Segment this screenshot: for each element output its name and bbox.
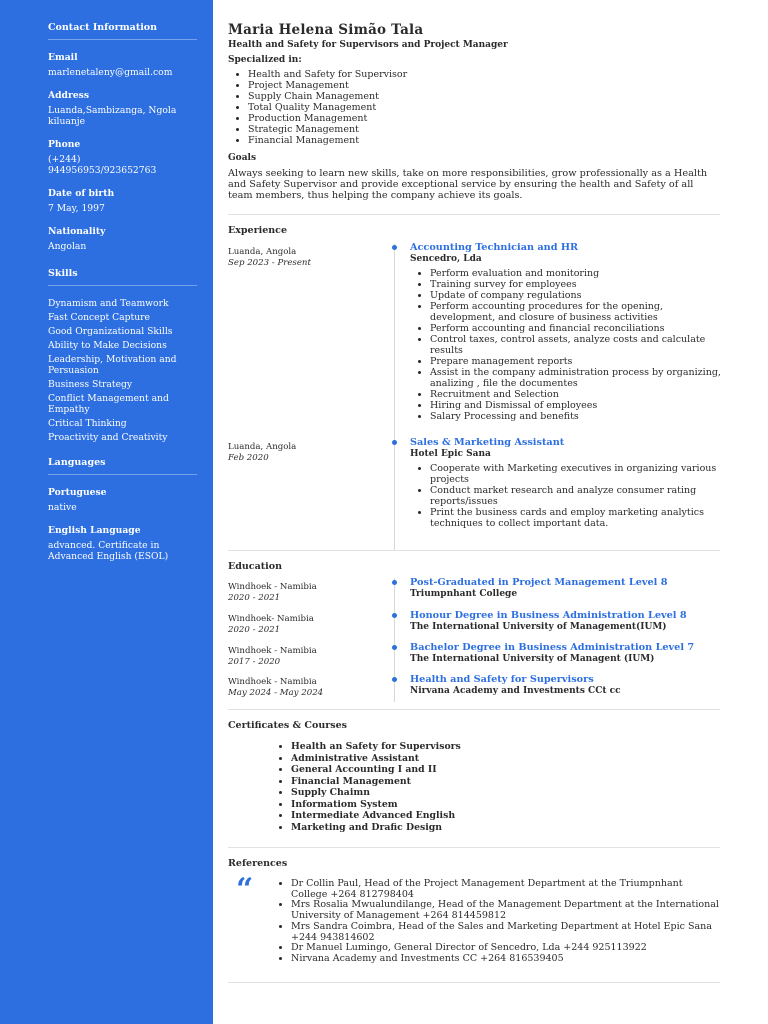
- education-entry: [410, 642, 722, 664]
- duty-item: • Print the business cards and employ marketing analytics techniques to collect important data.: [430, 507, 722, 529]
- divider: [228, 982, 720, 983]
- education-entry: [410, 674, 722, 696]
- education-degree: Post-Graduated in Project Management Level 8: [410, 577, 668, 588]
- skill-item: Critical Thinking: [48, 418, 127, 429]
- nationality-label: Nationality: [48, 226, 106, 237]
- references-list: [291, 879, 721, 965]
- education-degree: Bachelor Degree in Business Administration Level 7: [410, 642, 695, 653]
- education-school: The International University of Managent (IUM): [410, 654, 655, 664]
- certificate-item: • Intermediate Advanced English: [291, 810, 711, 822]
- specialized-item: • Total Quality Management: [248, 102, 720, 113]
- reference-item: • Nirvana Academy and Investments CC +264 816539405: [291, 954, 721, 965]
- specialized-item: • Health and Safety for Supervisor: [248, 69, 720, 80]
- language-name: Portuguese: [48, 487, 107, 498]
- skill-item: Ability to Make Decisions: [48, 340, 167, 351]
- contact-title: Contact Information: [48, 22, 197, 40]
- duty-item: • Cooperate with Marketing executives in organizing various projects: [430, 463, 722, 485]
- language-level: native: [48, 502, 77, 513]
- languages-title: Languages: [48, 457, 197, 475]
- phone-numbers: 944956953/923652763: [48, 165, 157, 176]
- phone-label: Phone: [48, 139, 81, 150]
- education-school: Nirvana Academy and Investments CCt cc: [410, 686, 621, 696]
- experience-dates: Feb 2020: [228, 453, 269, 463]
- person-name: Maria Helena Simão Tala: [228, 22, 424, 38]
- specialized-item: • Project Management: [248, 80, 720, 91]
- specialized-item: • Production Management: [248, 113, 720, 124]
- certificate-item: • Marketing and Drafic Design: [291, 822, 711, 834]
- address-label: Address: [48, 90, 90, 101]
- experience-location: Luanda, Angola: [228, 442, 297, 452]
- duty-item: • Control taxes, control assets, analyze costs and calculate results: [430, 334, 722, 356]
- skill-item: Dynamism and Teamwork: [48, 298, 169, 309]
- experience-meta: [228, 442, 368, 464]
- reference-item: • Mrs Rosalia Mwualundilange, Head of the Management Department at the International University of Management +264 814459812: [291, 900, 721, 921]
- experience-duties: [430, 463, 722, 529]
- duty-item: • Perform evaluation and monitoring: [430, 268, 722, 279]
- education-timeline: [394, 578, 395, 702]
- duty-item: • Conduct market research and analyze consumer rating reports/issues: [430, 485, 722, 507]
- nationality-value: Angolan: [48, 241, 87, 252]
- experience-duties: [430, 268, 722, 422]
- duty-item: • Training survey for employees: [430, 279, 722, 290]
- timeline-dot: [392, 580, 397, 585]
- address-value: Luanda,Sambizanga, Ngola kiluanje: [48, 105, 177, 127]
- skill-item: Conflict Management and Empathy: [48, 393, 169, 415]
- phone-code: (+244): [48, 154, 81, 165]
- experience-meta: [228, 247, 368, 269]
- skill-item: Leadership, Motivation and Persuasion: [48, 354, 177, 376]
- skill-item: Business Strategy: [48, 379, 133, 390]
- skill-item: Proactivity and Creativity: [48, 432, 168, 443]
- certificates-title: Certificates & Courses: [228, 720, 347, 731]
- skill-item: Good Organizational Skills: [48, 326, 173, 337]
- experience-entry: [410, 437, 722, 529]
- skills-list: [48, 298, 197, 443]
- divider: [228, 550, 720, 551]
- education-location: Windhoek - Namibia: [228, 582, 317, 592]
- reference-item: • Mrs Sandra Coimbra, Head of the Sales and Marketing Department at Hotel Epic Sana +244 943814602: [291, 922, 721, 943]
- main-content: [228, 22, 720, 201]
- duty-item: • Salary Processing and benefits: [430, 411, 722, 422]
- job-title: Health and Safety for Supervisors and Project Manager: [228, 40, 508, 50]
- duty-item: • Perform accounting and financial reconciliations: [430, 323, 722, 334]
- specialized-item: • Strategic Management: [248, 124, 720, 135]
- timeline-dot: [392, 677, 397, 682]
- specialized-item: • Supply Chain Management: [248, 91, 720, 102]
- duty-item: • Recruitment and Selection: [430, 389, 722, 400]
- education-meta: [228, 614, 368, 636]
- education-dates: May 2024 - May 2024: [228, 688, 324, 698]
- certificate-item: • General Accounting I and II: [291, 764, 711, 776]
- education-entry: [410, 610, 722, 632]
- language-level: advanced. Certificate in Advanced English (ESOL): [48, 540, 169, 562]
- email-value[interactable]: marlenetaleny@gmail.com: [48, 67, 173, 78]
- experience-role: Accounting Technician and HR: [410, 242, 579, 253]
- goals-text: Always seeking to learn new skills, take on more responsibilities, grow professionally as a Health and Safety Supervisor and provide exceptional service by ensuring the health and Safety of all team members, thus helping the company achieve its goals.: [228, 168, 708, 201]
- experience-timeline: [394, 244, 395, 550]
- education-school: Triumpnhant College: [410, 589, 518, 599]
- duty-item: • Update of company regulations: [430, 290, 722, 301]
- specialized-label: Specialized in:: [228, 55, 302, 65]
- duty-item: • Prepare management reports: [430, 356, 722, 367]
- timeline-dot: [392, 645, 397, 650]
- education-meta: [228, 582, 368, 604]
- certificate-item: • Administrative Assistant: [291, 753, 711, 765]
- timeline-dot: [392, 440, 397, 445]
- email-label: Email: [48, 52, 78, 63]
- specialized-item: • Financial Management: [248, 135, 720, 146]
- skill-item: Fast Concept Capture: [48, 312, 150, 323]
- certificate-item: • Informatiom System: [291, 799, 711, 811]
- skills-title: Skills: [48, 268, 197, 286]
- duty-item: • Hiring and Dismissal of employees: [430, 400, 722, 411]
- education-location: Windhoek - Namibia: [228, 677, 317, 687]
- references-title: References: [228, 858, 288, 869]
- language-name: English Language: [48, 525, 141, 536]
- experience-company: Hotel Epic Sana: [410, 449, 491, 459]
- experience-title: Experience: [228, 225, 287, 236]
- education-dates: 2017 - 2020: [228, 657, 281, 667]
- education-meta: [228, 646, 368, 668]
- education-degree: Health and Safety for Supervisors: [410, 674, 594, 685]
- phone-value: [48, 154, 197, 176]
- certificate-item: • Health an Safety for Supervisors: [291, 741, 711, 753]
- duty-item: • Assist in the company administration process by organizing, analizing , file the documentes: [430, 367, 722, 389]
- education-dates: 2020 - 2021: [228, 625, 281, 635]
- goals-label: Goals: [228, 153, 257, 163]
- education-location: Windhoek - Namibia: [228, 646, 317, 656]
- experience-role: Sales & Marketing Assistant: [410, 437, 565, 448]
- education-entry: [410, 577, 722, 599]
- divider: [228, 214, 720, 215]
- education-dates: 2020 - 2021: [228, 593, 281, 603]
- timeline-dot: [392, 245, 397, 250]
- certificate-item: • Financial Management: [291, 776, 711, 788]
- quote-icon: “: [236, 872, 254, 907]
- education-title: Education: [228, 561, 282, 572]
- education-location: Windhoek- Namibia: [228, 614, 314, 624]
- reference-item: • Dr Manuel Lumingo, General Director of Sencedro, Lda +244 925113922: [291, 943, 721, 954]
- experience-location: Luanda, Angola: [228, 247, 297, 257]
- experience-entry: [410, 242, 722, 422]
- education-degree: Honour Degree in Business Administration Level 8: [410, 610, 687, 621]
- experience-company: Sencedro, Lda: [410, 254, 482, 264]
- timeline-dot: [392, 613, 397, 618]
- certificate-item: • Supply Chaimn: [291, 787, 711, 799]
- duty-item: • Perform accounting procedures for the opening, development, and closure of business activities: [430, 301, 722, 323]
- reference-item: • Dr Collin Paul, Head of the Project Management Department at the Triumpnhant College +264 812798404: [291, 879, 721, 900]
- certificates-list: [291, 741, 711, 833]
- dob-value: 7 May, 1997: [48, 203, 105, 214]
- experience-dates: Sep 2023 - Present: [228, 258, 311, 268]
- education-school: The International University of Management(IUM): [410, 622, 667, 632]
- sidebar: [0, 0, 213, 1024]
- divider: [228, 847, 720, 848]
- dob-label: Date of birth: [48, 188, 115, 199]
- specialized-list: [248, 69, 720, 146]
- divider: [228, 709, 720, 710]
- education-meta: [228, 677, 368, 699]
